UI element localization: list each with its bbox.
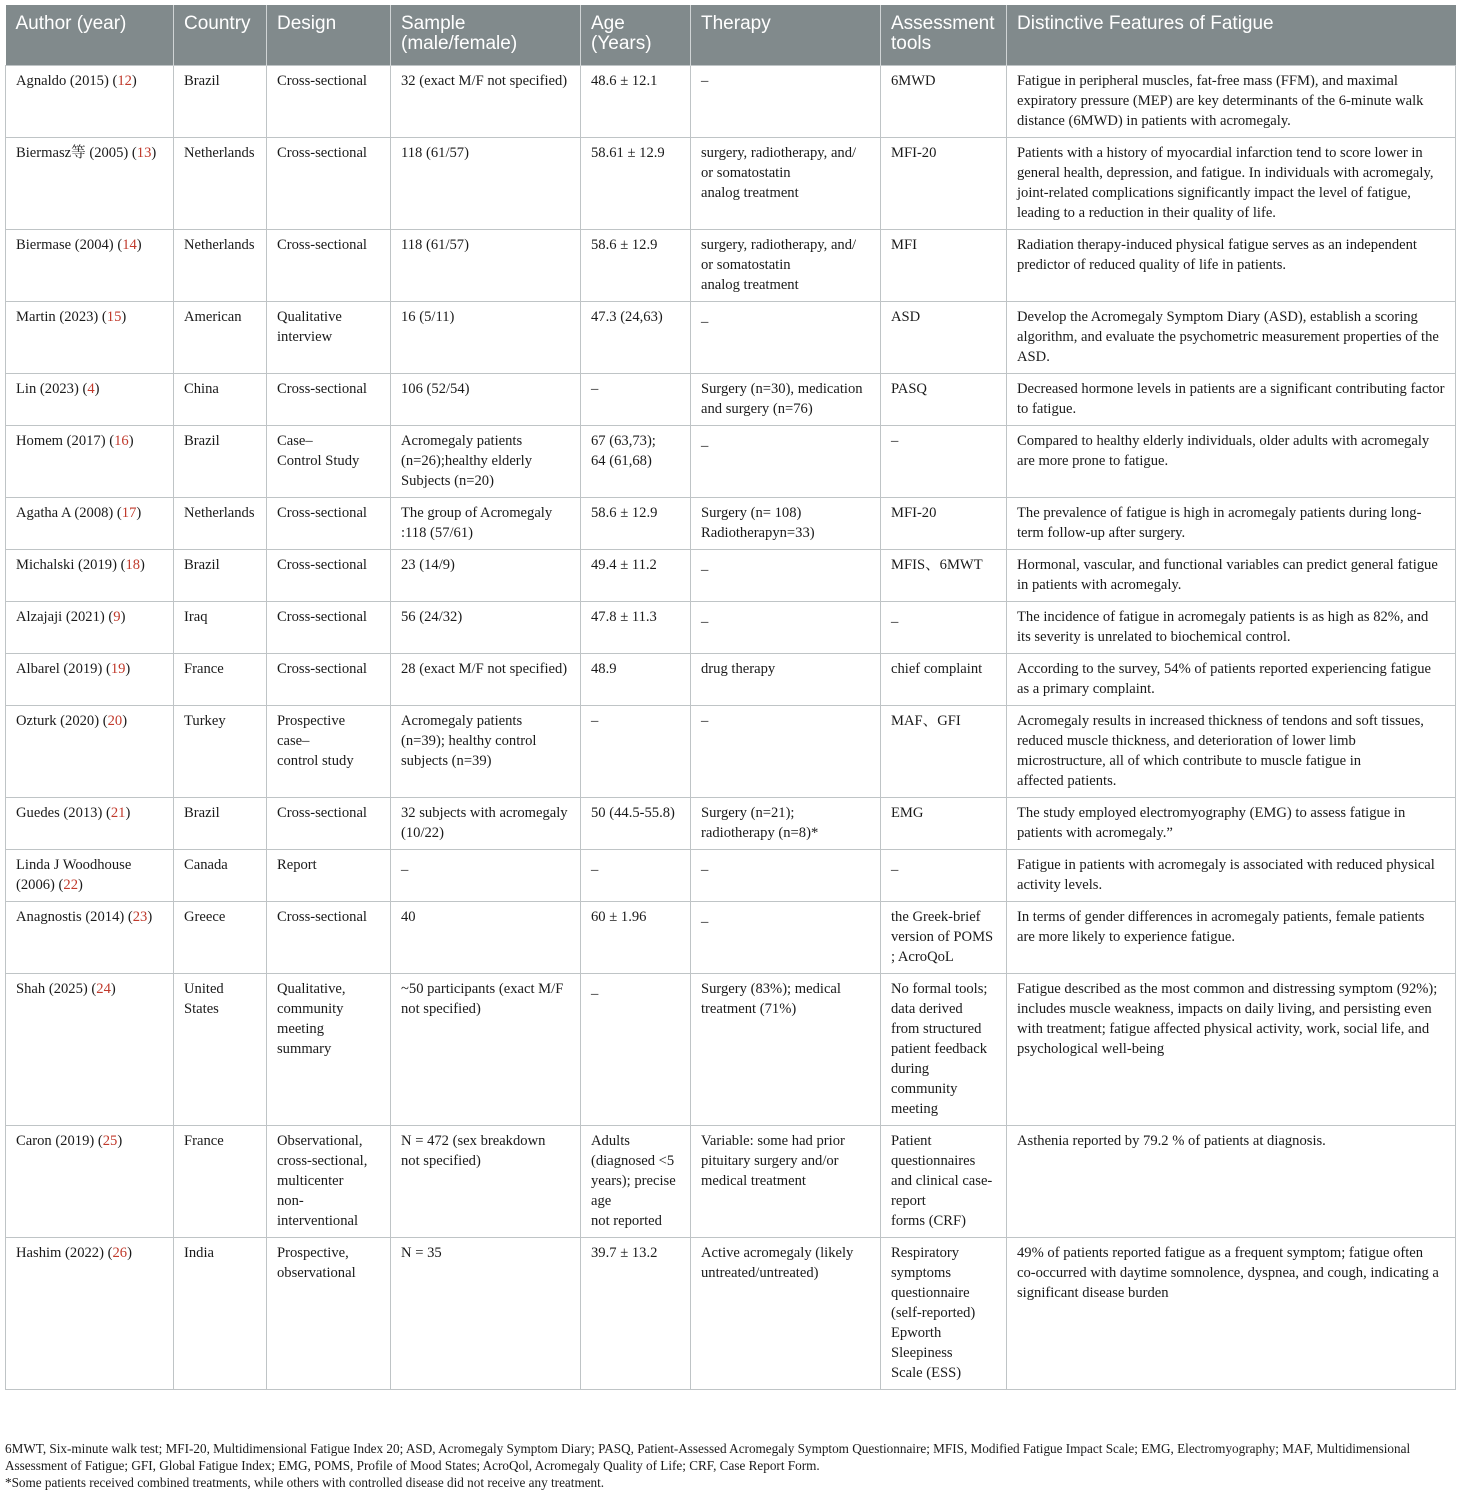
author-cell <box>6 66 174 138</box>
sample-cell: 32 (exact M/F not specified) <box>391 66 581 138</box>
age-cell: 50 (44.5-55.8) <box>581 798 691 850</box>
age-cell: Adults (diagnosed <5 years); precise age not reported <box>581 1126 691 1238</box>
therapy-cell: Surgery (n=21); radiotherapy (n=8)* <box>691 798 881 850</box>
features-cell: 49% of patients reported fatigue as a frequent symptom; fatigue often co-occurred with daytime somnolence, dyspnea, and cough, indicating a significant disease burden <box>1007 1238 1456 1390</box>
country-cell: Brazil <box>174 550 267 602</box>
reference-link[interactable]: 26 <box>112 1245 128 1261</box>
reference-close-paren: ) <box>128 433 134 449</box>
table-row <box>6 1238 1456 1390</box>
reference-close-paren: ) <box>117 1133 123 1149</box>
country-cell: United States <box>174 974 267 1126</box>
design-cell: Qualitative interview <box>267 302 391 374</box>
tools-cell: MFI-20 <box>881 498 1007 550</box>
sample-cell: 16 (5/11) <box>391 302 581 374</box>
country-cell: Canada <box>174 850 267 902</box>
author-cell <box>6 798 174 850</box>
reference-link[interactable]: 14 <box>122 237 137 253</box>
sample-cell: 118 (61/57) <box>391 138 581 230</box>
column-header: Assessment tools <box>881 5 1007 66</box>
reference-link[interactable]: 18 <box>125 557 141 573</box>
features-cell: Compared to healthy elderly individuals, older adults with acromegaly are more prone to fatigue. <box>1007 426 1456 498</box>
column-header: Age (Years) <box>581 5 691 66</box>
reference-close-paren: ) <box>120 609 126 625</box>
author-text: Martin (2023) ( <box>16 309 107 325</box>
tools-cell: chief complaint <box>881 654 1007 706</box>
therapy-cell: – <box>691 706 881 798</box>
author-cell <box>6 426 174 498</box>
design-cell: Cross-sectional <box>267 602 391 654</box>
reference-close-paren: ) <box>110 981 116 997</box>
country-cell: China <box>174 374 267 426</box>
therapy-cell: Surgery (n=30), medication and surgery (n=76) <box>691 374 881 426</box>
age-cell: 39.7 ± 13.2 <box>581 1238 691 1390</box>
table-row <box>6 426 1456 498</box>
author-text: Shah (2025) ( <box>16 981 97 997</box>
author-cell <box>6 654 174 706</box>
sample-cell: Acromegaly patients (n=39); healthy control subjects (n=39) <box>391 706 581 798</box>
author-cell <box>6 1126 174 1238</box>
tools-cell: MFI-20 <box>881 138 1007 230</box>
therapy-cell: – <box>691 66 881 138</box>
reference-close-paren: ) <box>125 661 131 677</box>
country-cell: France <box>174 1126 267 1238</box>
reference-close-paren: ) <box>151 145 157 161</box>
table-footnotes <box>5 1440 1455 1491</box>
country-cell: India <box>174 1238 267 1390</box>
sample-cell: N = 35 <box>391 1238 581 1390</box>
features-cell: Asthenia reported by 79.2 % of patients at diagnosis. <box>1007 1126 1456 1238</box>
table-row <box>6 974 1456 1126</box>
table-row <box>6 374 1456 426</box>
column-header: Sample (male/female) <box>391 5 581 66</box>
age-cell: – <box>581 374 691 426</box>
author-cell <box>6 302 174 374</box>
author-text: Linda J Woodhouse (2006) ( <box>16 857 132 893</box>
age-cell: 48.9 <box>581 654 691 706</box>
tools-cell: EMG <box>881 798 1007 850</box>
reference-close-paren: ) <box>125 805 131 821</box>
therapy-cell: Active acromegaly (likely untreated/untreated) <box>691 1238 881 1390</box>
reference-close-paren: ) <box>131 73 137 89</box>
author-cell <box>6 602 174 654</box>
author-text: Caron (2019) ( <box>16 1133 103 1149</box>
reference-close-paren: ) <box>136 237 142 253</box>
author-text: Alzajaji (2021) ( <box>16 609 114 625</box>
sample-cell: The group of Acromegaly :118 (57/61) <box>391 498 581 550</box>
age-cell: 58.61 ± 12.9 <box>581 138 691 230</box>
tools-cell: Respiratory symptoms questionnaire (self-reported) Epworth Sleepiness Scale (ESS) <box>881 1238 1007 1390</box>
design-cell: Cross-sectional <box>267 902 391 974</box>
table-row <box>6 1126 1456 1238</box>
author-cell <box>6 1238 174 1390</box>
treatment-footnote: *Some patients received combined treatments, while others with controlled disease did not receive any treatment. <box>5 1475 605 1490</box>
country-cell: Turkey <box>174 706 267 798</box>
therapy-cell: _ <box>691 902 881 974</box>
age-cell: – <box>581 706 691 798</box>
reference-link[interactable]: 12 <box>117 73 132 89</box>
table-row <box>6 550 1456 602</box>
author-text: Guedes (2013) ( <box>16 805 111 821</box>
design-cell: Cross-sectional <box>267 230 391 302</box>
country-cell: Iraq <box>174 602 267 654</box>
sample-cell: 23 (14/9) <box>391 550 581 602</box>
author-text: Agnaldo (2015) ( <box>16 73 118 89</box>
sample-cell: _ <box>391 850 581 902</box>
design-cell: Case– Control Study <box>267 426 391 498</box>
reference-close-paren: ) <box>140 557 145 573</box>
reference-link[interactable]: 24 <box>96 981 111 997</box>
age-cell: 58.6 ± 12.9 <box>581 498 691 550</box>
tools-cell: No formal tools; data derived from structured patient feedback during community meeting <box>881 974 1007 1126</box>
tools-cell: MAF、GFI <box>881 706 1007 798</box>
tools-cell: MFIS、6MWT <box>881 550 1007 602</box>
features-cell: Decreased hormone levels in patients are a significant contributing factor to fatigue. <box>1007 374 1456 426</box>
table-row <box>6 798 1456 850</box>
sample-cell: N = 472 (sex breakdown not specified) <box>391 1126 581 1238</box>
design-cell: Cross-sectional <box>267 654 391 706</box>
author-text: Ozturk (2020) ( <box>16 713 108 729</box>
reference-close-paren: ) <box>122 713 128 729</box>
reference-link[interactable]: 4 <box>87 381 95 397</box>
age-cell: 47.8 ± 11.3 <box>581 602 691 654</box>
design-cell: Prospective case– control study <box>267 706 391 798</box>
author-text: Michalski (2019) ( <box>16 557 126 573</box>
column-header: Country <box>174 5 267 66</box>
tools-cell: _ <box>881 602 1007 654</box>
reference-link[interactable]: 21 <box>110 805 126 821</box>
features-cell: According to the survey, 54% of patients reported experiencing fatigue as a primary complaint. <box>1007 654 1456 706</box>
author-cell <box>6 902 174 974</box>
table-row <box>6 602 1456 654</box>
sample-cell: 56 (24/32) <box>391 602 581 654</box>
author-cell <box>6 550 174 602</box>
therapy-cell: surgery, radiotherapy, and/ or somatostatin analog treatment <box>691 230 881 302</box>
features-cell: The prevalence of fatigue is high in acromegaly patients during long-term follow-up after surgery. <box>1007 498 1456 550</box>
features-cell: Develop the Acromegaly Symptom Diary (ASD), establish a scoring algorithm, and evaluate the psychometric measurement properties of the ASD. <box>1007 302 1456 374</box>
reference-close-paren: ) <box>94 381 100 397</box>
reference-link[interactable]: 9 <box>113 609 121 625</box>
features-cell: Patients with a history of myocardial infarction tend to score lower in general health, depression, and fatigue. In individuals with acromegaly, joint-related complications significantly impact the level of fatigue, leading to a reduction in their quality of life. <box>1007 138 1456 230</box>
reference-link[interactable]: 23 <box>132 909 148 925</box>
design-cell: Cross-sectional <box>267 798 391 850</box>
design-cell: Qualitative, community meeting summary <box>267 974 391 1126</box>
country-cell: Brazil <box>174 66 267 138</box>
age-cell: 49.4 ± 11.2 <box>581 550 691 602</box>
author-cell <box>6 706 174 798</box>
sample-cell: 40 <box>391 902 581 974</box>
therapy-cell: Surgery (83%); medical treatment (71%) <box>691 974 881 1126</box>
reference-close-paren: ) <box>147 909 153 925</box>
design-cell: Cross-sectional <box>267 550 391 602</box>
reference-link[interactable]: 25 <box>102 1133 118 1149</box>
reference-link[interactable]: 20 <box>107 713 123 729</box>
reference-close-paren: ) <box>78 877 83 893</box>
tools-cell: Patient questionnaires and clinical case- report forms (CRF) <box>881 1126 1007 1238</box>
therapy-cell: surgery, radiotherapy, and/ or somatostatin analog treatment <box>691 138 881 230</box>
tools-cell: MFI <box>881 230 1007 302</box>
author-cell <box>6 138 174 230</box>
age-cell: _ <box>581 850 691 902</box>
table-row <box>6 302 1456 374</box>
table-row <box>6 706 1456 798</box>
therapy-cell: drug therapy <box>691 654 881 706</box>
sample-cell: 28 (exact M/F not specified) <box>391 654 581 706</box>
country-cell: Netherlands <box>174 230 267 302</box>
design-cell: Observational, cross-sectional, multicenter non- interventional <box>267 1126 391 1238</box>
author-cell <box>6 974 174 1126</box>
sample-cell: 106 (52/54) <box>391 374 581 426</box>
tools-cell: _ <box>881 850 1007 902</box>
reference-link[interactable]: 17 <box>121 505 137 521</box>
design-cell: Cross-sectional <box>267 138 391 230</box>
sample-cell: 32 subjects with acromegaly (10/22) <box>391 798 581 850</box>
features-cell: Fatigue described as the most common and distressing symptom (92%); includes muscle weakness, impacts on daily living, and persisting even with treatment; fatigue affected physical activity, work, social life, and psychological well-being <box>1007 974 1456 1126</box>
reference-link[interactable]: 19 <box>110 661 126 677</box>
features-cell: Fatigue in peripheral muscles, fat-free mass (FFM), and maximal expiratory pressure (MEP) are key determinants of the 6-minute walk distance (6MWD) in patients with acromegaly. <box>1007 66 1456 138</box>
author-cell <box>6 498 174 550</box>
country-cell: Brazil <box>174 426 267 498</box>
reference-link[interactable]: 22 <box>63 877 79 893</box>
therapy-cell: _ <box>691 302 881 374</box>
author-text: Biermasz等 (2005) ( <box>16 145 137 161</box>
table-body <box>6 66 1456 1390</box>
features-cell: Hormonal, vascular, and functional variables can predict general fatigue in patients with acromegaly. <box>1007 550 1456 602</box>
country-cell: France <box>174 654 267 706</box>
author-text: Anagnostis (2014) ( <box>16 909 133 925</box>
column-header: Design <box>267 5 391 66</box>
country-cell: Brazil <box>174 798 267 850</box>
therapy-cell: Variable: some had prior pituitary surgery and/or medical treatment <box>691 1126 881 1238</box>
table-row <box>6 66 1456 138</box>
author-text: Homem (2017) ( <box>16 433 115 449</box>
tools-cell: ASD <box>881 302 1007 374</box>
author-text: Lin (2023) ( <box>16 381 88 397</box>
age-cell: 67 (63,73); 64 (61,68) <box>581 426 691 498</box>
table-row <box>6 138 1456 230</box>
design-cell: Cross-sectional <box>267 374 391 426</box>
reference-close-paren: ) <box>121 309 127 325</box>
author-cell <box>6 850 174 902</box>
design-cell: Cross-sectional <box>267 66 391 138</box>
age-cell: 47.3 (24,63) <box>581 302 691 374</box>
table-row <box>6 498 1456 550</box>
design-cell: Report <box>267 850 391 902</box>
therapy-cell: _ <box>691 602 881 654</box>
design-cell: Prospective, observational <box>267 1238 391 1390</box>
author-text: Hashim (2022) ( <box>16 1245 113 1261</box>
therapy-cell: _ <box>691 426 881 498</box>
country-cell: Greece <box>174 902 267 974</box>
tools-cell: the Greek-brief version of POMS ; AcroQoL <box>881 902 1007 974</box>
features-cell: The study employed electromyography (EMG) to assess fatigue in patients with acromegaly.” <box>1007 798 1456 850</box>
tools-cell: 6MWD <box>881 66 1007 138</box>
author-cell <box>6 374 174 426</box>
age-cell: 60 ± 1.96 <box>581 902 691 974</box>
table-header-row <box>6 5 1456 66</box>
reference-link[interactable]: 16 <box>114 433 129 449</box>
age-cell: _ <box>581 974 691 1126</box>
reference-close-paren: ) <box>127 1245 132 1261</box>
therapy-cell: _ <box>691 550 881 602</box>
sample-cell: 118 (61/57) <box>391 230 581 302</box>
age-cell: 48.6 ± 12.1 <box>581 66 691 138</box>
reference-close-paren: ) <box>136 505 142 521</box>
features-cell: Fatigue in patients with acromegaly is associated with reduced physical activity levels. <box>1007 850 1456 902</box>
abbreviations-footnote: 6MWT, Six-minute walk test; MFI-20, Multidimensional Fatigue Index 20; ASD, Acromegaly Symptom Diary; PASQ, Patient-Assessed Acromegaly Symptom Questionnaire; MFIS, Modified Fatigue Impact Scale; EMG, Electromyography; MAF, Multidimensional Assessment of Fatigue; GFI, Global Fatigue Index; EMG, POMS, Profile of Mood States; AcroQol, Acromegaly Quality of Life; CRF, Case Report Form. <box>5 1441 1411 1473</box>
column-header: Author (year) <box>6 5 174 66</box>
author-cell <box>6 230 174 302</box>
therapy-cell: _ <box>691 850 881 902</box>
country-cell: American <box>174 302 267 374</box>
reference-link[interactable]: 13 <box>136 145 152 161</box>
country-cell: Netherlands <box>174 138 267 230</box>
column-header: Therapy <box>691 5 881 66</box>
age-cell: 58.6 ± 12.9 <box>581 230 691 302</box>
table-row <box>6 902 1456 974</box>
table-row <box>6 850 1456 902</box>
author-text: Biermase (2004) ( <box>16 237 123 253</box>
sample-cell: ~50 participants (exact M/F not specified) <box>391 974 581 1126</box>
table-row <box>6 654 1456 706</box>
features-cell: Radiation therapy-induced physical fatigue serves as an independent predictor of reduced quality of life in patients. <box>1007 230 1456 302</box>
column-header: Distinctive Features of Fatigue <box>1007 5 1456 66</box>
design-cell: Cross-sectional <box>267 498 391 550</box>
reference-link[interactable]: 15 <box>106 309 122 325</box>
author-text: Albarel (2019) ( <box>16 661 111 677</box>
features-cell: In terms of gender differences in acromegaly patients, female patients are more likely to experience fatigue. <box>1007 902 1456 974</box>
table-row <box>6 230 1456 302</box>
features-cell: The incidence of fatigue in acromegaly patients is as high as 82%, and its severity is unrelated to biochemical control. <box>1007 602 1456 654</box>
sample-cell: Acromegaly patients (n=26);healthy elderly Subjects (n=20) <box>391 426 581 498</box>
features-cell: Acromegaly results in increased thickness of tendons and soft tissues, reduced muscle thickness, and deterioration of lower limb microstructure, all of which contribute to muscle fatigue in affected patients. <box>1007 706 1456 798</box>
tools-cell: – <box>881 426 1007 498</box>
therapy-cell: Surgery (n= 108) Radiotherapyn=33) <box>691 498 881 550</box>
tools-cell: PASQ <box>881 374 1007 426</box>
author-text: Agatha A (2008) ( <box>16 505 122 521</box>
fatigue-studies-table <box>5 5 1456 1390</box>
country-cell: Netherlands <box>174 498 267 550</box>
